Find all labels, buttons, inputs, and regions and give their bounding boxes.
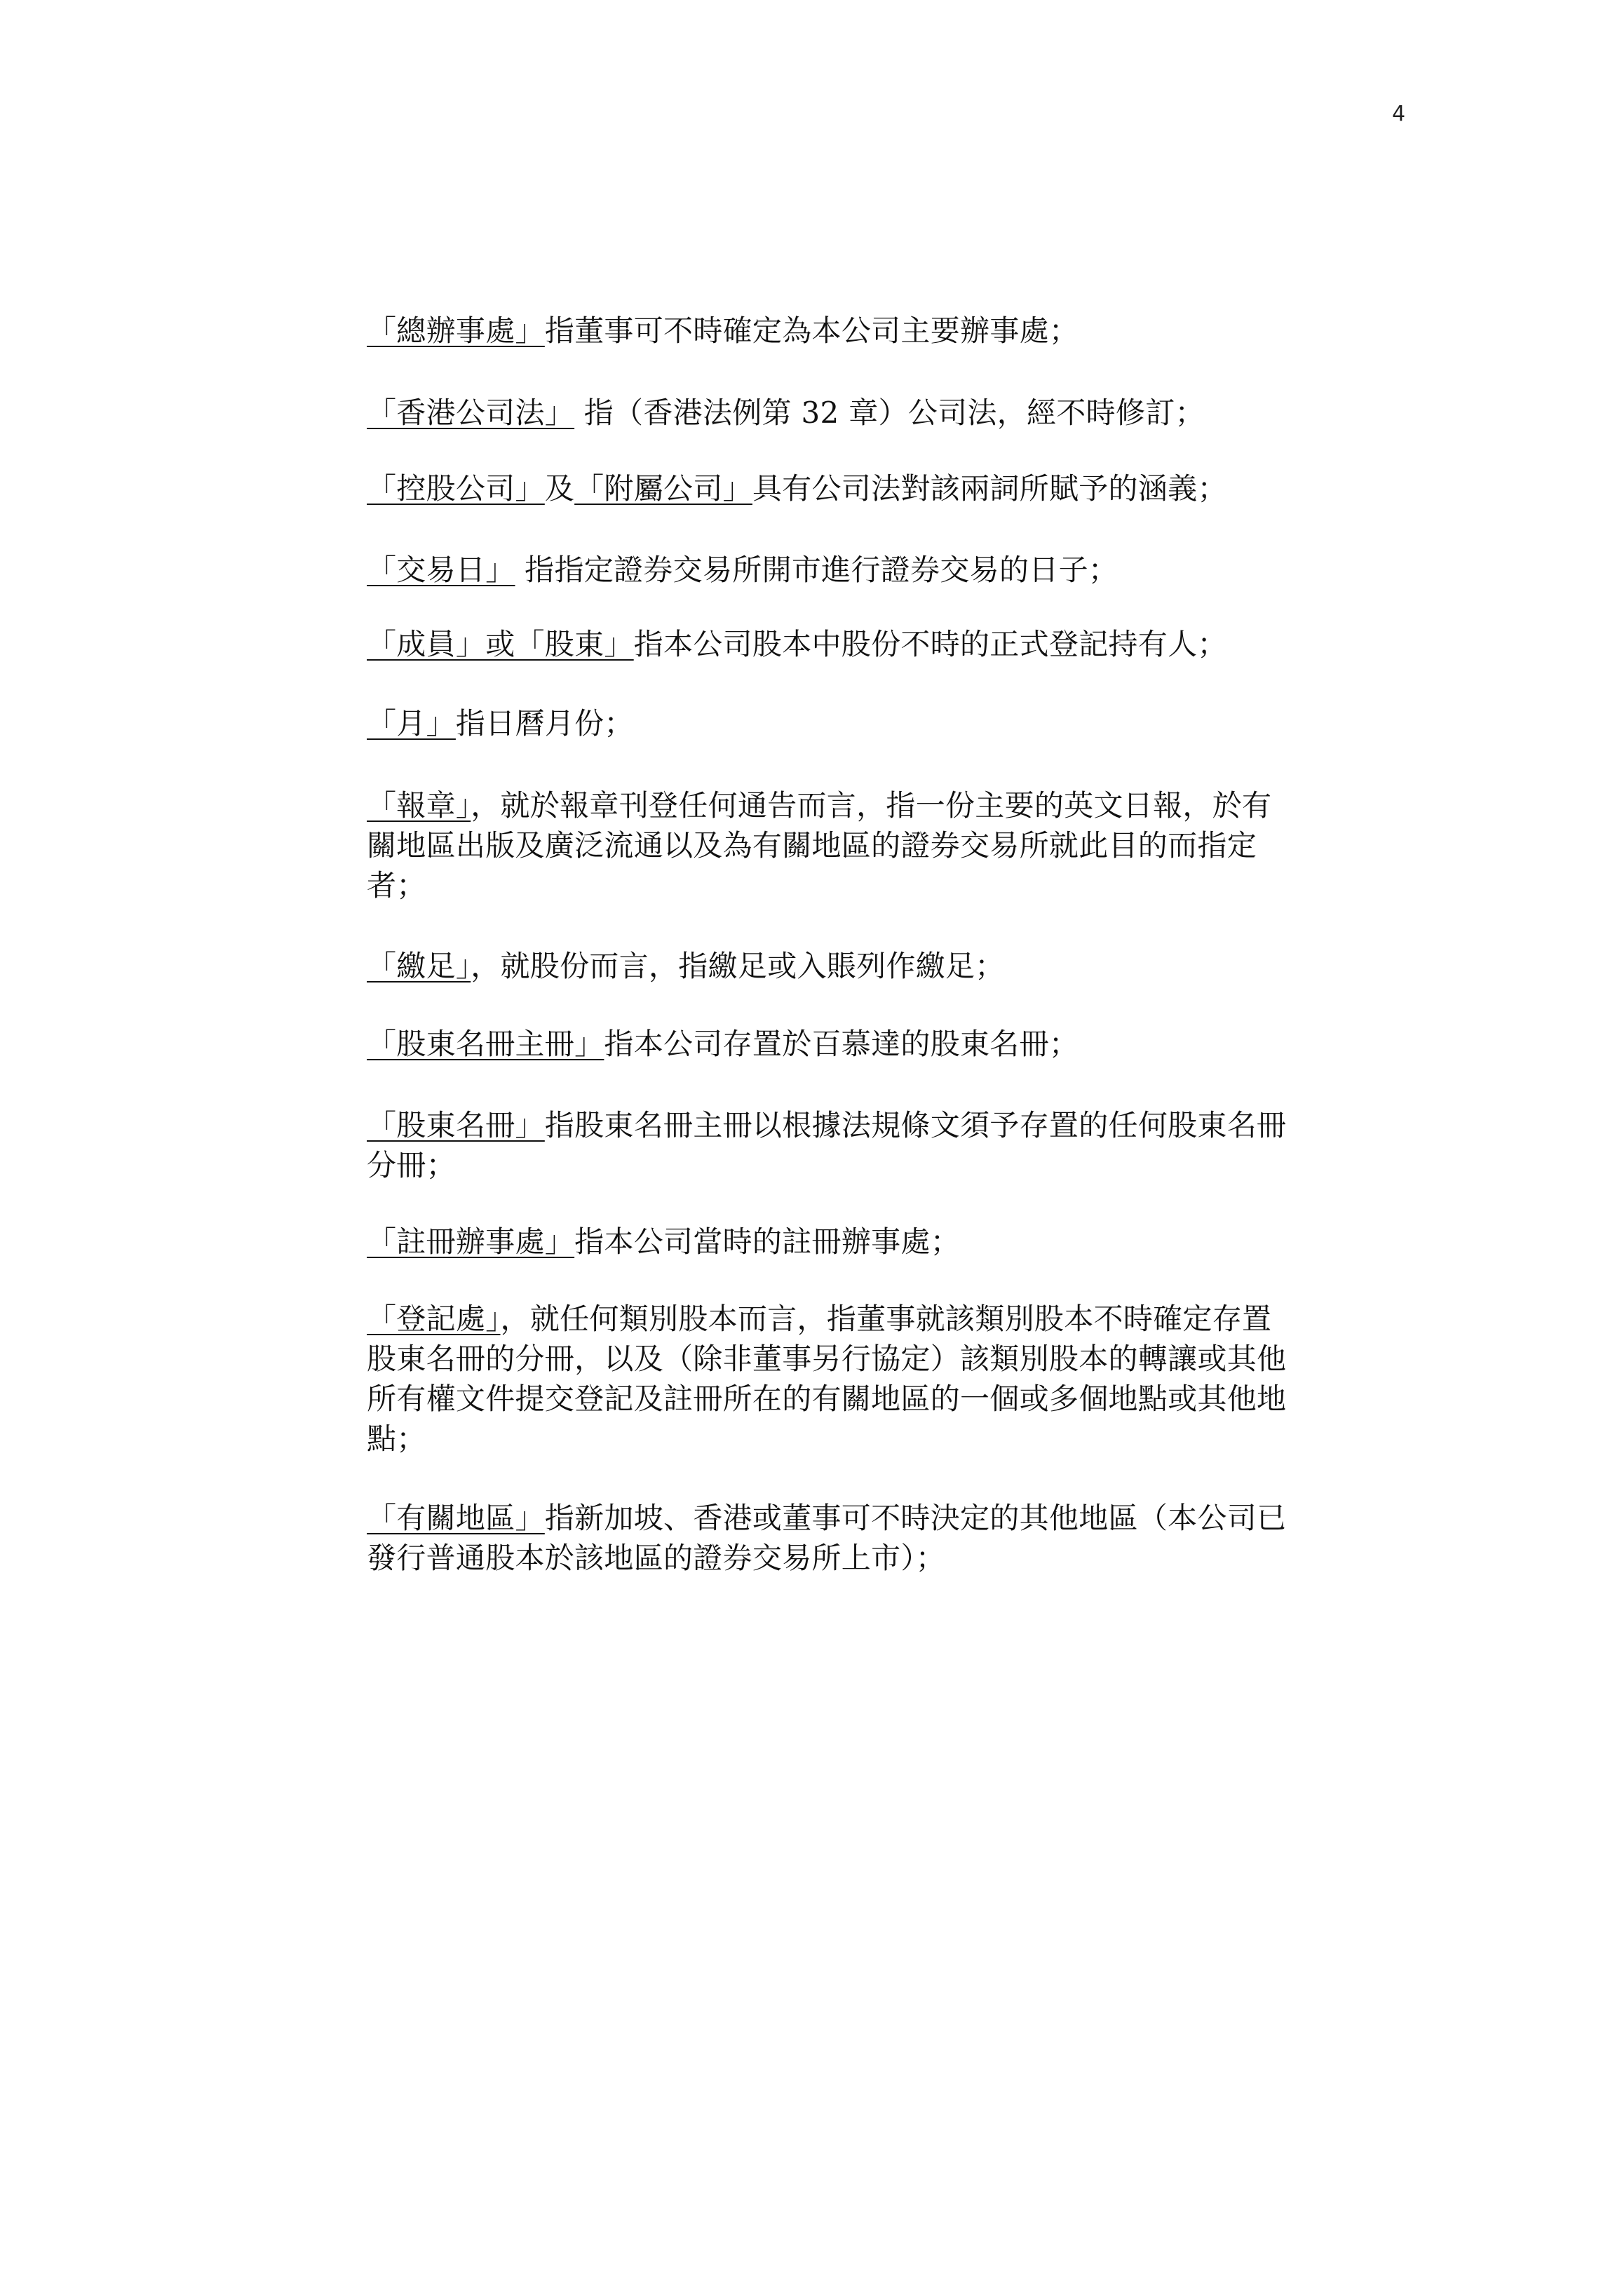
definition-registered-office [367, 1222, 1363, 1262]
definition-line: 者； [367, 868, 426, 903]
definition-text: 指日曆月份； [455, 706, 634, 741]
definition-text: 指董事可不時確定為本公司主要辦事處； [544, 313, 1079, 348]
defined-term: 「有關地區」 [367, 1501, 545, 1535]
definition-text: 指新加坡、香港或董事可不時決定的其他地區（本公司已 [544, 1501, 1287, 1535]
definition-text: 指指定證券交易所開市進行證券交易的日子； [515, 553, 1118, 587]
definition-paid-up [367, 946, 1363, 986]
definition-line: 股東名冊的分冊，以及（除非董事另行協定）該類別股本的轉讓或其他 [367, 1342, 1287, 1376]
definition-text: 指本公司存置於百慕達的股東名冊； [604, 1027, 1079, 1061]
definition-connector: 及 [544, 471, 575, 506]
definition-holding-subsidiary [367, 468, 1363, 508]
defined-term: 「月」 [367, 706, 456, 741]
definition-line: 發行普通股本於該地區的證券交易所上市）； [367, 1541, 946, 1575]
defined-term: 「總辦事處」 [367, 313, 545, 348]
defined-term: 「成員」或「股東」 [367, 627, 634, 661]
definition-text: 具有公司法對該兩詞所賦予的涵義； [752, 471, 1227, 506]
definition-line: 分冊； [367, 1148, 456, 1182]
defined-term: 「股東名冊」 [367, 1108, 545, 1142]
defined-term: 「股東名冊主冊」 [367, 1027, 604, 1061]
definition-month [367, 703, 1363, 743]
page-number: 4 [1392, 102, 1406, 126]
defined-term-secondary: 「附屬公司」 [574, 471, 752, 506]
defined-term: 「報章」 [367, 788, 471, 823]
defined-term: 「繳足」 [367, 949, 471, 983]
definition-text: ，就股份而言，指繳足或入賬列作繳足； [471, 949, 1005, 983]
definition-line [367, 1105, 1363, 1145]
definition-line: 點； [367, 1422, 426, 1456]
definition-registration-office [367, 1299, 1363, 1459]
definition-line [367, 785, 1363, 825]
definition-newspaper [367, 785, 1363, 905]
defined-term: 「註冊辦事處」 [367, 1224, 575, 1259]
definition-line [367, 1498, 1363, 1538]
definition-hk-companies-act [367, 393, 1363, 433]
definition-line: 所有權文件提交登記及註冊所在的有關地區的一個或多個地點或其他地 [367, 1382, 1287, 1416]
definition-line [367, 1299, 1363, 1339]
definition-head-office [367, 311, 1363, 351]
definition-text: 指股東名冊主冊以根據法規條文須予存置的任何股東名冊 [544, 1108, 1287, 1142]
definition-line: 關地區出版及廣泛流通以及為有關地區的證券交易所就此目的而指定 [367, 828, 1257, 863]
definition-relevant-territory [367, 1498, 1363, 1578]
definition-text: 指本公司股本中股份不時的正式登記持有人； [633, 627, 1227, 661]
definition-principal-register [367, 1024, 1363, 1064]
definition-text: 指（香港法例第 32 章）公司法，經不時修訂； [574, 396, 1205, 430]
defined-term: 「交易日」 [367, 553, 515, 587]
defined-term: 「登記處」 [367, 1302, 501, 1336]
defined-term: 「香港公司法」 [367, 396, 575, 430]
definition-text: ，就於報章刊登任何通告而言，指一份主要的英文日報，於有 [471, 788, 1272, 823]
definition-member [367, 624, 1363, 664]
definition-text: 指本公司當時的註冊辦事處； [574, 1224, 961, 1259]
definition-register [367, 1105, 1363, 1185]
definition-text: ，就任何類別股本而言，指董事就該類別股本不時確定存置 [500, 1302, 1272, 1336]
defined-term: 「控股公司」 [367, 471, 545, 506]
definition-trading-day [367, 550, 1363, 590]
